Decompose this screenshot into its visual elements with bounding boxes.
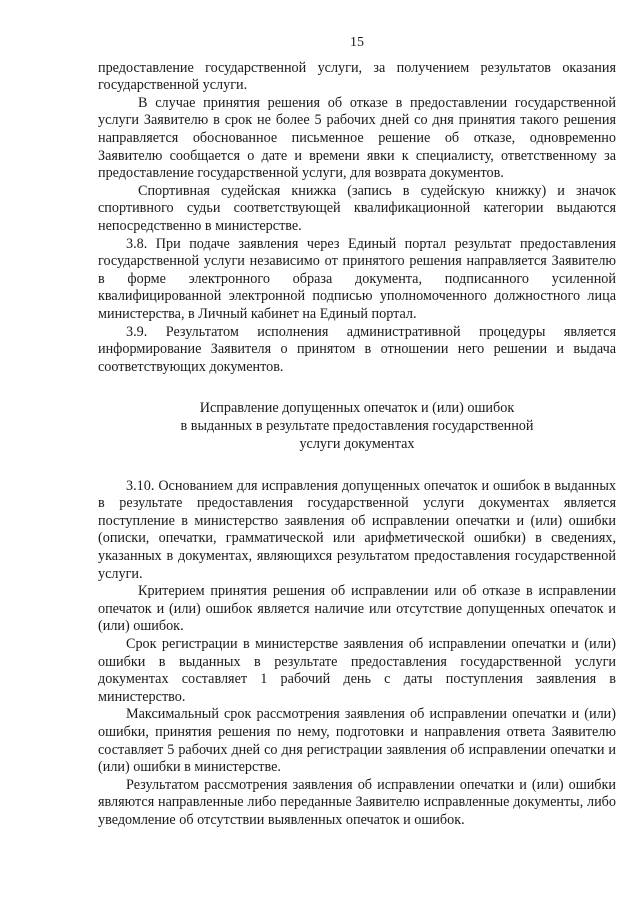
document-page	[98, 34, 616, 830]
paragraph-3-8: 3.8. При подаче заявления через Единый портал результат предоставления государственной услуги независимо от принятого решения направляется Заявителю в форме электронного образа документа, подписанного усиленной квалифицированной электронной подписью уполномоченного должностного лица министерства, в Личный кабинет на Единый портал.	[98, 235, 616, 322]
paragraph-refusal: В случае принятия решения об отказе в предоставлении государственной услуги Заявителю в срок не более 5 рабочих дней со дня принятия такого решения направляется обоснованное письменное решение об отказе, одновременно Заявителю сообщается о дате и времени явки к специалисту, ответственному за предоставление государственной услуги, для возврата документов.	[98, 94, 616, 182]
paragraph-3-9: 3.9. Результатом исполнения административной процедуры является информирование Заявителя о принятом в отношении него решении и выдача соответствующих документов.	[98, 323, 616, 375]
section-heading-line: Исправление допущенных опечаток и (или) ошибок	[199, 400, 515, 417]
paragraph-3-10: 3.10. Основанием для исправления допущенных опечаток и ошибок в выданных в результате предоставления государственной услуги документах является поступление в министерство заявления об исправлении опечатки и (или) ошибки (описки, опечатки, грамматической или арифметической ошибки) в сведениях, указанных в документах, являющихся результатом предоставления государственной услуги.	[98, 477, 616, 582]
paragraph-continuation: предоставление государственной услуги, за получением результатов оказания государственной услуги.	[98, 59, 616, 94]
section-heading-line: в выданных в результате предоставления государственной	[180, 418, 534, 435]
section-heading	[98, 400, 616, 453]
paragraph-max-term: Максимальный срок рассмотрения заявления об исправлении опечатки и (или) ошибки, принятия решения по нему, подготовки и направления ответа Заявителю составляет 5 рабочих дней со дня регистрации заявления об исправлении опечатки и (или) ошибки в министерстве.	[98, 706, 616, 776]
page-number: 15	[350, 35, 364, 50]
paragraph-registration-term: Срок регистрации в министерстве заявления об исправлении опечатки и (или) ошибки в выданных в результате предоставления государственной услуги документах составляет 1 рабочий день с даты поступления заявления в министерство.	[98, 636, 616, 705]
paragraph-referee-book: Спортивная судейская книжка (запись в судейскую книжку) и значок спортивного судьи соответствующей квалификационной категории выдаются непосредственно в министерстве.	[98, 182, 616, 234]
paragraph-result: Результатом рассмотрения заявления об исправлении опечатки и (или) ошибки являются направленные либо переданные Заявителю исправленные документы, либо уведомление об отсутствии выявленных опечаток и ошибок.	[98, 776, 616, 828]
section-heading-line: услуги документах	[299, 435, 415, 452]
paragraph-criterion: Критерием принятия решения об исправлении или об отказе в исправлении опечаток и (или) ошибок является наличие или отсутствие допущенных опечаток и (или) ошибок.	[98, 583, 616, 635]
